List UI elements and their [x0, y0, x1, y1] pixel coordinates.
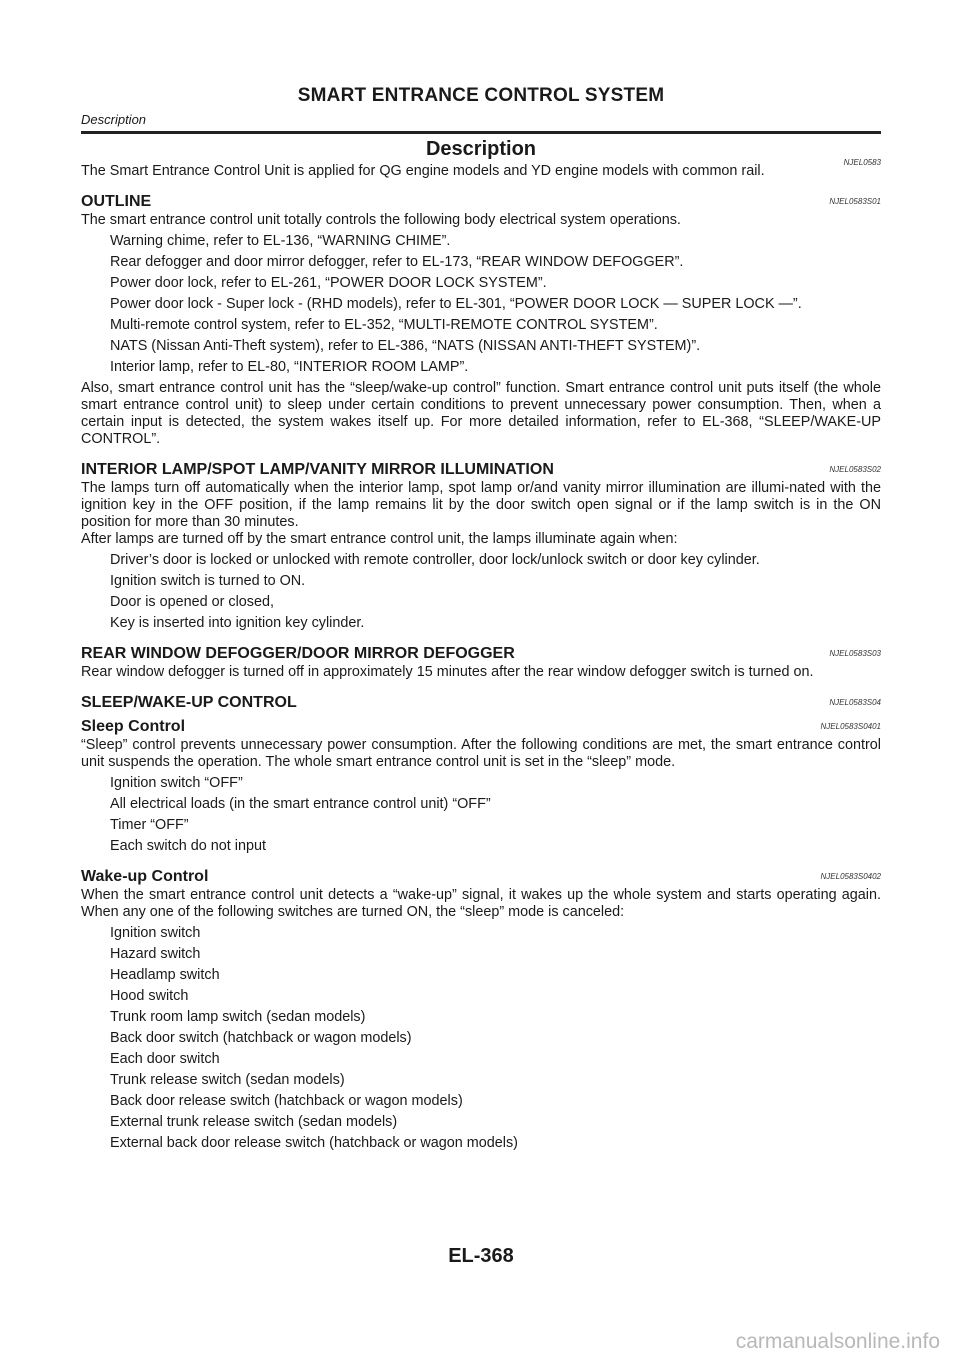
interior-text-1: The lamps turn off automatically when the interior lamp, spot lamp or/and vanity mirror illumination are illumi-nated with the ignition key in the OFF position, if the lamp remains lit by the door switch open signal or if the lamp switch is in the ON position for more than 30 minutes.: [81, 480, 881, 530]
page-number: EL-368: [448, 1245, 514, 1267]
wake-item: Headlamp switch: [110, 967, 220, 983]
outline-item: Power door lock - Super lock - (RHD models), refer to EL-301, “POWER DOOR LOCK — SUPER LOCK —”.: [110, 296, 802, 312]
wake-item: Ignition switch: [110, 925, 201, 941]
outline-closing: Also, smart entrance control unit has the “sleep/wake-up control” function. Smart entrance control unit puts itself (the whole smart entrance control unit) to sleep under certain conditions to prevent unnecessary power consumption. Then, when a certain input is detected, the system wakes itself up. For more detailed information, refer to EL-368, “SLEEP/WAKE-UP CONTROL”.: [81, 380, 881, 447]
description-section: [81, 136, 881, 167]
sleep-item: Timer “OFF”: [110, 817, 189, 833]
description-title: Description: [425, 138, 537, 160]
defogger-text: Rear window defogger is turned off in approximately 15 minutes after the rear window defogger switch is turned on.: [81, 664, 814, 680]
wake-control-code: NJEL0583S0402: [820, 872, 881, 881]
header-divider: [81, 131, 881, 134]
outline-item: Multi-remote control system, refer to EL-352, “MULTI-REMOTE CONTROL SYSTEM”.: [110, 317, 658, 333]
wake-item: Trunk room lamp switch (sedan models): [110, 1009, 366, 1025]
outline-item: Interior lamp, refer to EL-80, “INTERIOR ROOM LAMP”.: [110, 359, 469, 375]
wake-item: Each door switch: [110, 1051, 220, 1067]
interior-text-2: After lamps are turned off by the smart entrance control unit, the lamps illuminate again when:: [81, 531, 678, 547]
wake-item: Hazard switch: [110, 946, 201, 962]
wake-item: Back door release switch (hatchback or wagon models): [110, 1093, 463, 1109]
outline-item: Warning chime, refer to EL-136, “WARNING CHIME”.: [110, 233, 451, 249]
watermark: carmanualsonline.info: [735, 1330, 940, 1353]
description-code: NJEL0583: [843, 158, 881, 167]
outline-item: NATS (Nissan Anti-Theft system), refer to EL-386, “NATS (NISSAN ANTI-THEFT SYSTEM)”.: [110, 338, 701, 354]
interior-item: Door is opened or closed,: [110, 594, 274, 610]
sleep-item: Each switch do not input: [110, 838, 266, 854]
defogger-heading: [81, 644, 881, 664]
interior-item: Ignition switch is turned to ON.: [110, 573, 306, 589]
outline-intro: The smart entrance control unit totally controls the following body electrical system operations.: [81, 212, 681, 228]
page-header-title: SMART ENTRANCE CONTROL SYSTEM: [297, 85, 665, 106]
manual-page: [81, 0, 881, 1358]
wake-control-text: When the smart entrance control unit detects a “wake-up” signal, it wakes up the whole system and starts operating again. When any one of the following switches are turned ON, the “sleep” mode is canceled:: [81, 887, 881, 920]
outline-heading: [81, 192, 881, 212]
sleep-control-code: NJEL0583S0401: [820, 722, 881, 731]
defogger-code: NJEL0583S03: [829, 649, 881, 658]
sleep-control-heading: [81, 717, 881, 737]
sleepwake-code: NJEL0583S04: [829, 698, 881, 707]
wake-item: Trunk release switch (sedan models): [110, 1072, 345, 1088]
sleep-item: Ignition switch “OFF”: [110, 775, 243, 791]
description-text: The Smart Entrance Control Unit is applied for QG engine models and YD engine models with common rail.: [81, 163, 765, 179]
outline-heading-text: OUTLINE: [81, 193, 152, 210]
wake-control-heading: [81, 867, 881, 887]
interior-item: Driver’s door is locked or unlocked with remote controller, door lock/unlock switch or door key cylinder.: [110, 552, 760, 568]
wake-item: Hood switch: [110, 988, 189, 1004]
outline-code: NJEL0583S01: [829, 197, 881, 206]
wake-item: External trunk release switch (sedan models): [110, 1114, 398, 1130]
wake-control-heading-text: Wake-up Control: [81, 868, 209, 885]
interior-code: NJEL0583S02: [829, 465, 881, 474]
sleepwake-heading: [81, 693, 881, 713]
defogger-heading-text: REAR WINDOW DEFOGGER/DOOR MIRROR DEFOGGER: [81, 645, 515, 662]
outline-item: Power door lock, refer to EL-261, “POWER DOOR LOCK SYSTEM”.: [110, 275, 547, 291]
sleep-control-heading-text: Sleep Control: [81, 718, 186, 735]
sleepwake-heading-text: SLEEP/WAKE-UP CONTROL: [81, 694, 297, 711]
interior-item: Key is inserted into ignition key cylinder.: [110, 615, 365, 631]
sleep-item: All electrical loads (in the smart entrance control unit) “OFF”: [110, 796, 491, 812]
page-header-subtitle: Description: [81, 112, 147, 127]
page-content: [81, 136, 881, 1152]
sleep-control-text: “Sleep” control prevents unnecessary power consumption. After the following conditions are met, the smart entrance control unit suspends the operation. The whole smart entrance control unit is set in the “sleep” mode.: [81, 737, 881, 770]
wake-item: External back door release switch (hatchback or wagon models): [110, 1135, 518, 1151]
wake-item: Back door switch (hatchback or wagon models): [110, 1030, 412, 1046]
outline-item: Rear defogger and door mirror defogger, refer to EL-173, “REAR WINDOW DEFOGGER”.: [110, 254, 684, 270]
interior-heading: [81, 460, 881, 480]
interior-heading-text: INTERIOR LAMP/SPOT LAMP/VANITY MIRROR ILLUMINATION: [81, 461, 554, 478]
